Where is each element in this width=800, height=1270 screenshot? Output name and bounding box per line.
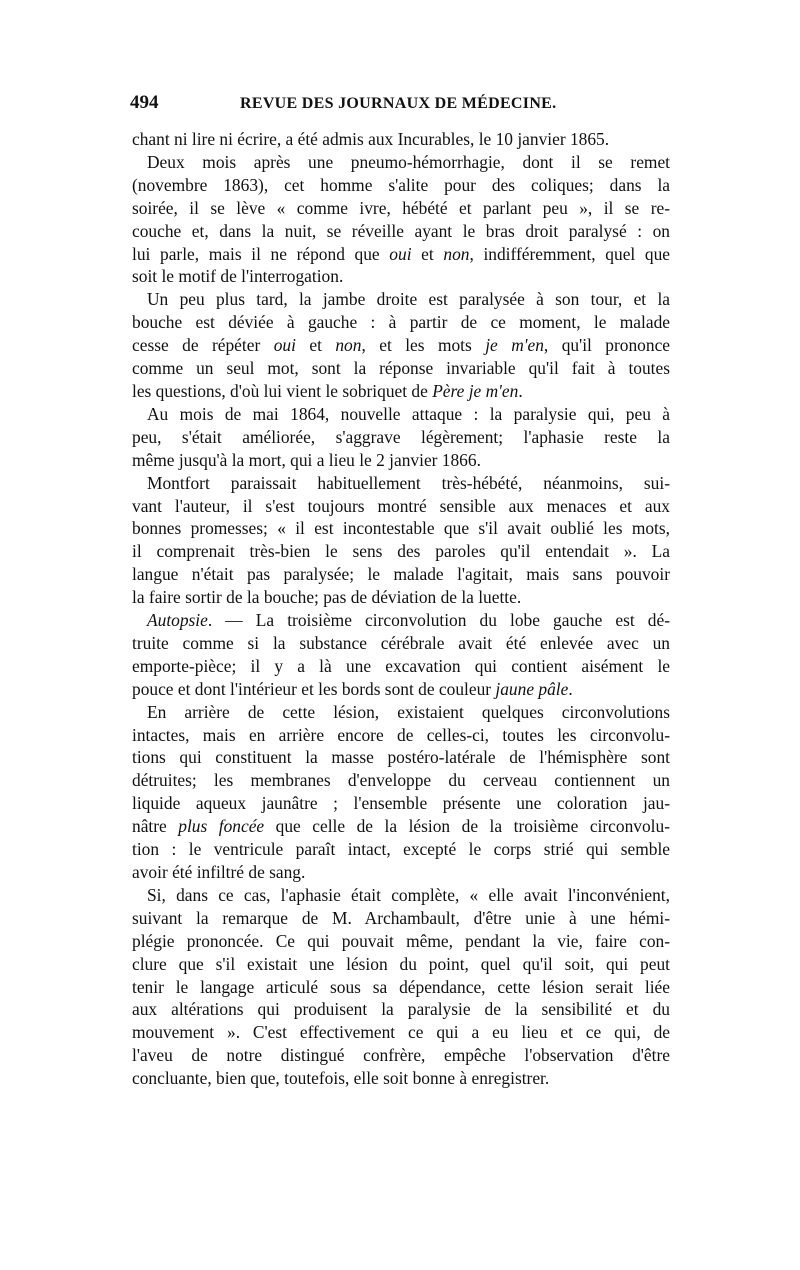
text-line: cesse de répéter oui et non, et les mots je m'en, qu'il prononce <box>132 335 671 356</box>
text-line: bonnes promesses; « il est incontestable que s'il avait oublié les mots, <box>132 518 670 539</box>
text-line: clure que s'il existait une lésion du point, quel qu'il soit, qui peut <box>132 953 670 974</box>
text-line: intactes, mais en arrière encore de celles-ci, toutes les circonvolu- <box>132 724 670 745</box>
page-number: 494 <box>130 92 159 113</box>
text-line: bouche est déviée à gauche : à partir de ce moment, le malade <box>132 312 670 333</box>
running-title: REVUE DES JOURNAUX DE MÉDECINE. <box>240 95 557 112</box>
text-line: emporte-pièce; il y a là une excavation qui contient aisément le <box>132 655 670 676</box>
text-line: mouvement ». C'est effectivement ce qui a eu lieu et ce qui, de <box>132 1022 670 1043</box>
text-line: peu, s'était améliorée, s'aggrave légèrement; l'aphasie reste la <box>132 426 670 447</box>
text-line: tions qui constituent la masse postéro-latérale de l'hémisphère sont <box>132 747 670 768</box>
text-line: aux altérations qui produisent la paralysie de la sensibilité et du <box>132 999 670 1020</box>
text-line: soirée, il se lève « comme ivre, hébété et parlant peu », il se re- <box>132 197 670 218</box>
text-line: Un peu plus tard, la jambe droite est paralysée à son tour, et la <box>147 289 670 310</box>
text-line: lui parle, mais il ne répond que oui et non, indifféremment, quel que <box>132 243 670 264</box>
text-line: chant ni lire ni écrire, a été admis aux Incurables, le 10 janvier 1865. <box>132 129 610 149</box>
text-line: avoir été infiltré de sang. <box>132 862 306 882</box>
text-line: concluante, bien que, toutefois, elle soit bonne à enregistrer. <box>132 1068 550 1089</box>
text-line: tenir le langage articulé sous sa dépendance, cette lésion serait liée <box>132 976 670 997</box>
text-line: En arrière de cette lésion, existaient quelques circonvolutions <box>147 701 670 722</box>
text-line: les questions, d'où lui vient le sobriquet de Père je m'en. <box>132 380 523 401</box>
text-line: il comprenait très-bien le sens des paroles qu'il entendait ». La <box>132 541 670 562</box>
text-line: truite comme si la substance cérébrale avait été enlevée avec un <box>132 632 670 653</box>
text-line: Autopsie. — La troisième circonvolution du lobe gauche est dé- <box>147 610 670 631</box>
text-line: nâtre plus foncée que celle de la lésion de la troisième circonvolu- <box>132 816 671 837</box>
text-line: liquide aqueux jaunâtre ; l'ensemble présente une coloration jau- <box>132 793 670 814</box>
page-header <box>130 92 670 114</box>
text-line: plégie prononcée. Ce qui pouvait même, pendant la vie, faire con- <box>132 930 670 951</box>
text-line: langue n'était pas paralysée; le malade l'agitait, mais sans pouvoir <box>132 564 670 585</box>
text-line: comme un seul mot, sont la réponse invariable qu'il fait à toutes <box>132 358 670 379</box>
text-line: vant l'auteur, il s'est toujours montré sensible aux menaces et aux <box>132 495 670 516</box>
text-line: pouce et dont l'intérieur et les bords sont de couleur jaune pâle. <box>132 678 573 699</box>
text-line: suivant la remarque de M. Archambault, d'être unie à une hémi- <box>132 907 670 928</box>
body-text <box>132 128 670 1090</box>
text-line: (novembre 1863), cet homme s'alite pour des coliques; dans la <box>132 174 670 195</box>
text-line: détruites; les membranes d'enveloppe du cerveau contiennent un <box>132 770 670 791</box>
text-line: tion : le ventricule paraît intact, excepté le corps strié qui semble <box>132 839 670 860</box>
text-line: l'aveu de notre distingué confrère, empêche l'observation d'être <box>132 1045 670 1066</box>
text-line: Deux mois après une pneumo-hémorrhagie, dont il se remet <box>147 151 670 172</box>
text-line: Si, dans ce cas, l'aphasie était complète, « elle avait l'inconvénient, <box>147 884 670 905</box>
text-line: soit le motif de l'interrogation. <box>132 266 344 287</box>
text-line: couche et, dans la nuit, se réveille ayant le bras droit paralysé : on <box>132 220 670 241</box>
text-line: Montfort paraissait habituellement très-hébété, néanmoins, sui- <box>147 472 670 493</box>
text-line: la faire sortir de la bouche; pas de déviation de la luette. <box>132 587 522 608</box>
text-line: même jusqu'à la mort, qui a lieu le 2 janvier 1866. <box>132 449 481 470</box>
text-line: Au mois de mai 1864, nouvelle attaque : la paralysie qui, peu à <box>147 403 670 424</box>
